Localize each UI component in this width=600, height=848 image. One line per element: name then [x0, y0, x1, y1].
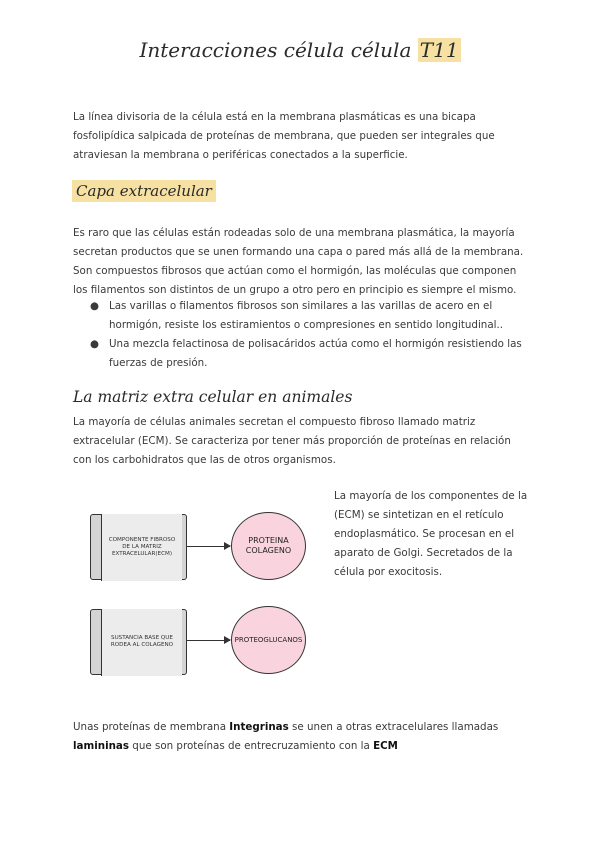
- diagram-box-sustancia-label: SUSTANCIA BASE QUE RODEA AL COLAGENO: [101, 609, 182, 676]
- arrow-icon: [187, 640, 230, 641]
- bullet-icon: ●: [90, 300, 99, 312]
- section-heading-matriz: La matriz extra celular en animales: [73, 388, 353, 406]
- title-tag: T11: [419, 38, 459, 62]
- title-text: Interacciones célula célula: [139, 38, 412, 62]
- diagram-circle-colageno: PROTEINA COLAGENO: [231, 512, 306, 580]
- capa-paragraph: Es raro que las células están rodeadas solo de una membrana plasmática, la mayoría secretan productos que se unen formando una capa o pared más allá de la membrana. Son compuestos fibrosos que actúan como el hormigón, las moléculas que componen los filamentos son distintos de un grupo a otro pero en principio es siempre el mismo.: [73, 227, 524, 296]
- term-integrinas: Integrinas: [229, 721, 289, 733]
- bullet-icon: ●: [90, 338, 99, 350]
- term-ecm: ECM: [373, 740, 398, 752]
- bullet-text: Una mezcla felactinosa de polisacáridos actúa como el hormigón resistiendo las fuerzas de presión.: [109, 338, 522, 369]
- ecm-side-text: La mayoría de los componentes de la (ECM) se sintetizan en el retículo endoplasmático. Se procesan en el aparato de Golgi. Secretados de la célula por exocitosis.: [334, 490, 528, 578]
- diagram-box-sustancia: [90, 609, 187, 675]
- matriz-paragraph: La mayoría de células animales secretan el compuesto fibroso llamado matriz extracelular (ECM). Se caracteriza por tener más proporción de proteínas en relación con los carbohidratos que las de otros organismos.: [73, 416, 511, 466]
- diagram-box-fibroso: [90, 514, 187, 580]
- closing-text-1: Unas proteínas de membrana: [73, 721, 230, 733]
- term-lamininas: lamininas: [73, 740, 130, 752]
- list-item: [88, 297, 528, 335]
- diagram-box-fibroso-label: COMPONENTE FIBROSO DE LA MATRIZ EXTRACELULAR(ECM): [101, 514, 182, 581]
- section-heading-capa-extracelular: Capa extracelular: [72, 180, 216, 202]
- capa-bullet-list: [88, 297, 528, 373]
- diagram-circle-proteoglucanos: PROTEOGLUCANOS: [231, 606, 306, 674]
- closing-text-2: se unen a otras extracelulares llamadas: [288, 721, 499, 733]
- bullet-text: Las varillas o filamentos fibrosos son similares a las varillas de acero en el hormigón, resiste los estiramientos o compresiones en sentido longitudinal..: [109, 300, 504, 331]
- list-item: [88, 335, 528, 373]
- closing-text-3: que son proteínas de entrecruzamiento con la: [129, 740, 374, 752]
- page-title: [0, 38, 600, 62]
- closing-paragraph: [73, 718, 533, 756]
- arrow-icon: [187, 546, 230, 547]
- intro-paragraph: La línea divisoria de la célula está en la membrana plasmáticas es una bicapa fosfolipídica salpicada de proteínas de membrana, que pueden ser integrales que atraviesan la membrana o periféricas conectados a la superficie.: [73, 111, 495, 161]
